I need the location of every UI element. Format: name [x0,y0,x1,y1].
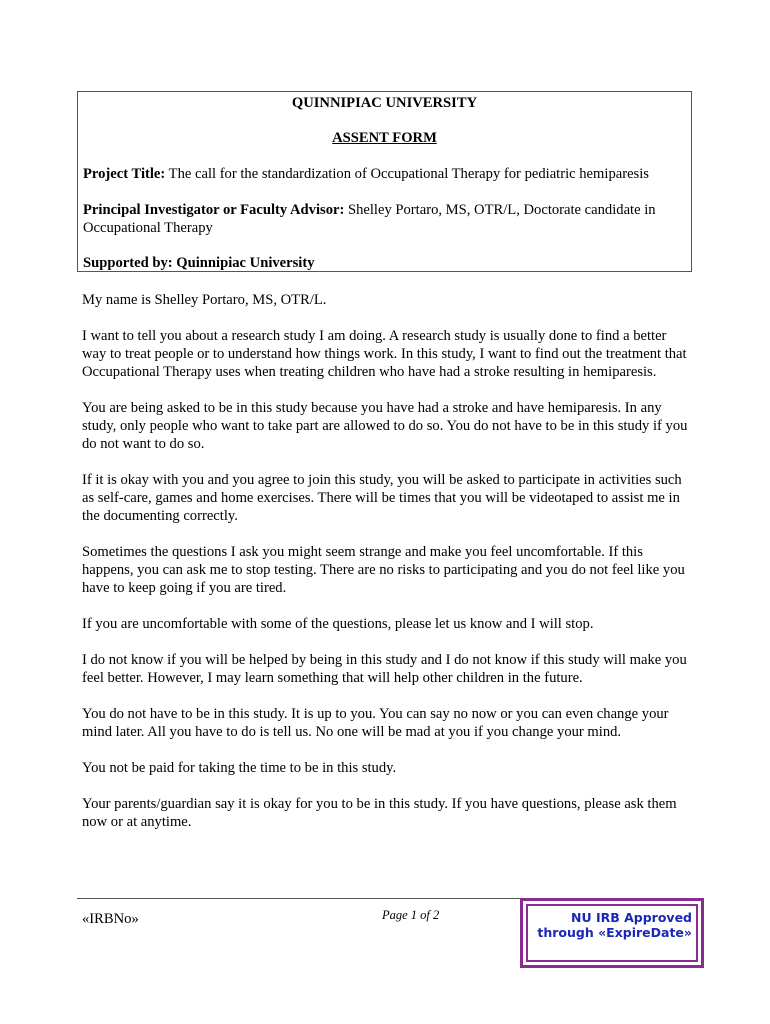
project-title-value: The call for the standardization of Occupational Therapy for pediatric hemiparesis [165,166,649,182]
paragraph-intro: My name is Shelley Portaro, MS, OTR/L. [82,292,327,308]
paragraph-benefits: I do not know if you will be helped by being in this study and I do not know if this study will make you feel better. However, I may learn something that will help other children in the future. [82,652,687,686]
irb-number: «IRBNo» [82,911,139,927]
paragraph-why-asked: You are being asked to be in this study because you have had a stroke and have hemiparesis. In any study, only people who want to take part are allowed to do so. You do not have to be in this study if you do not want to do so. [82,400,688,452]
principal-investigator [83,201,683,237]
paragraph-uncomfortable: If you are uncomfortable with some of the questions, please let us know and I will stop. [82,616,594,632]
stamp-inner [526,904,698,962]
header-box [77,91,692,272]
paragraph-voluntary: You do not have to be in this study. It is up to you. You can say no now or you can even change your mind later. All you have to do is tell us. No one will be mad at you if you change your mind. [82,706,669,740]
stamp-line-expire: through «ExpireDate» [537,925,692,940]
project-title-label: Project Title: [83,166,166,182]
paragraph-questions: Sometimes the questions I ask you might seem strange and make you feel uncomfortable. If this happens, you can ask me to stop testing. There are no risks to participating and you do not feel like you have to keep going if you are tired. [82,544,685,596]
footer-divider [77,898,522,899]
paragraph-activities: If it is okay with you and you agree to join this study, you will be asked to participate in activities such as self-care, games and home exercises. There will be times that you will be videotaped to assist me in the documenting correctly. [82,472,682,524]
project-title [83,165,686,183]
pi-value: Shelley Portaro, MS, OTR/L, Doctorate candidate in Occupational Therapy [83,202,656,236]
irb-approval-stamp [520,898,704,968]
page-number: Page 1 of 2 [382,908,440,922]
university-name: QUINNIPIAC UNIVERSITY [291,95,478,111]
paragraph-study: I want to tell you about a research study I am doing. A research study is usually done to find a better way to treat people or to understand how things work. In this study, I want to find out the treatment that Occupational Therapy uses when treating children who have had a stroke resulting in hemiparesis. [82,328,687,380]
stamp-line-approved: NU IRB Approved [570,910,692,925]
paragraph-parents: Your parents/guardian say it is okay for you to be in this study. If you have questions, please ask them now or at anytime. [82,796,677,830]
body-text [82,291,694,849]
pi-label: Principal Investigator or Faculty Advisor: [83,202,345,218]
form-title: ASSENT FORM [332,130,437,146]
paragraph-payment: You not be paid for taking the time to be in this study. [82,760,397,776]
supported-by: Supported by: Quinnipiac University [83,255,315,271]
